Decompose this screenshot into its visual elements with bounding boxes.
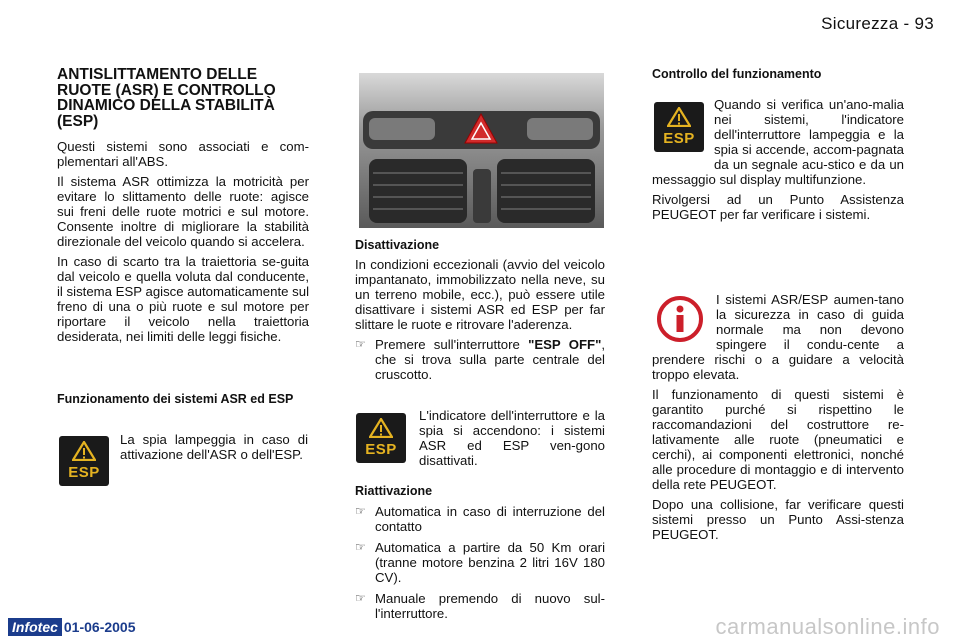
infotec-logo: Infotec	[8, 618, 62, 636]
paragraph: Dopo una collisione, far verificare questi sistemi presso un Punto Assi-stenza PEUGEOT.	[652, 497, 904, 542]
esp-icon-note: La spia lampeggia in caso di attivazione dell'ASR o dell'ESP.	[120, 432, 308, 462]
list-item: ☞ Manuale premendo di nuovo sul-l'interruttore.	[355, 591, 605, 621]
list-item: ☞ Automatica in caso di interruzione del contatto	[355, 504, 605, 534]
esp-icon-label: ESP	[365, 441, 397, 458]
function-check-title: Controllo del funzionamento	[652, 67, 822, 81]
esp-off-label: "ESP OFF"	[528, 337, 602, 352]
subsection-title: Funzionamento dei sistemi ASR ed ESP	[57, 392, 294, 406]
esp-warning-icon	[59, 436, 109, 486]
column-right	[652, 67, 904, 91]
section-title: ANTISLITTAMENTO DELLE RUOTE (ASR) E CONTROLLO DINAMICO DELLA STABILITÀ (ESP)	[57, 66, 276, 130]
paragraph: In caso di scarto tra la traiettoria se-guita dal veicolo e quella voluta dal conducente, il sistema ESP agisce automaticamente sul freno di una o più ruote e sul motore per riportare il veicolo nella traiettoria desiderata, nei limiti delle leggi fisiche.	[57, 254, 309, 344]
paragraph: Il funzionamento di questi sistemi è garantito purché si rispettino le raccomandazioni del costruttore re-lativamente alle ruote (pneumatici e cerchi), ai componenti elettronici, nonché alle procedure di montaggio e di intervento della rete PEUGEOT.	[652, 387, 904, 492]
esp-warning-icon	[356, 413, 406, 463]
pointing-hand-icon: ☞	[355, 504, 366, 518]
watermark: carmanualsonline.info	[715, 614, 940, 639]
column-middle	[355, 238, 605, 388]
paragraph: Questi sistemi sono associati e com-plementari all'ABS.	[57, 139, 309, 169]
asr-esp-operation-block	[57, 392, 309, 416]
malfunction-text	[652, 97, 904, 227]
list-item: ☞ Premere sull'interruttore "ESP OFF", che si trova sulla parte centrale del cruscotto.	[355, 337, 605, 382]
page-title: Sicurezza - 93	[821, 14, 934, 33]
switch-indicator-note: L'indicatore dell'interruttore e la spia si accendono: i sistemi ASR ed ESP ven-gono disattivati.	[419, 408, 605, 468]
info-note	[652, 292, 904, 547]
paragraph: I sistemi ASR/ESP aumen-tano la sicurezza in caso di guida normale ma non devono spingere il condu-cente a prendere rischi o a guidare a velocità troppo elevata.	[652, 292, 904, 382]
paragraph: Il sistema ASR ottimizza la motricità per evitare lo slittamento delle ruote: agisce sui freni delle ruote motrici e sul motore. Consente inoltre di migliorare la stabilità direzionale del veicolo quando si accelera.	[57, 174, 309, 249]
pointing-hand-icon: ☞	[355, 337, 366, 351]
column-left	[57, 67, 309, 349]
dashboard-photo	[359, 73, 604, 228]
list-item: ☞ Automatica a partire da 50 Km orari (tranne motore benzina 2 litri 16V 180 CV).	[355, 540, 605, 585]
esp-icon-label: ESP	[68, 464, 100, 481]
paragraph: Rivolgersi ad un Punto Assistenza PEUGEOT per far verificare i sistemi.	[652, 192, 904, 222]
esp-icon-label: ESP	[663, 130, 695, 147]
reactivation-title: Riattivazione	[355, 484, 433, 498]
footer-date: Infotec 01-06-2005	[8, 618, 136, 636]
reactivation-block	[355, 484, 605, 627]
pointing-hand-icon: ☞	[355, 540, 366, 554]
paragraph: Quando si verifica un'ano-malia nei sistemi, l'indicatore dell'interruttore lampeggia e la spia si accende, accom-pagnata da un segnale acu-stico e da un messaggio sul display multifunzione.	[652, 97, 904, 187]
deactivation-title: Disattivazione	[355, 238, 440, 252]
pointing-hand-icon: ☞	[355, 591, 366, 605]
paragraph: In condizioni eccezionali (avvio del veicolo impantanato, immobilizzato nella neve, su un terreno mobile, ecc.), può essere utile disattivare i sistemi ASR ed ESP per far slittare le ruote e ritrovare l'aderenza.	[355, 257, 605, 332]
